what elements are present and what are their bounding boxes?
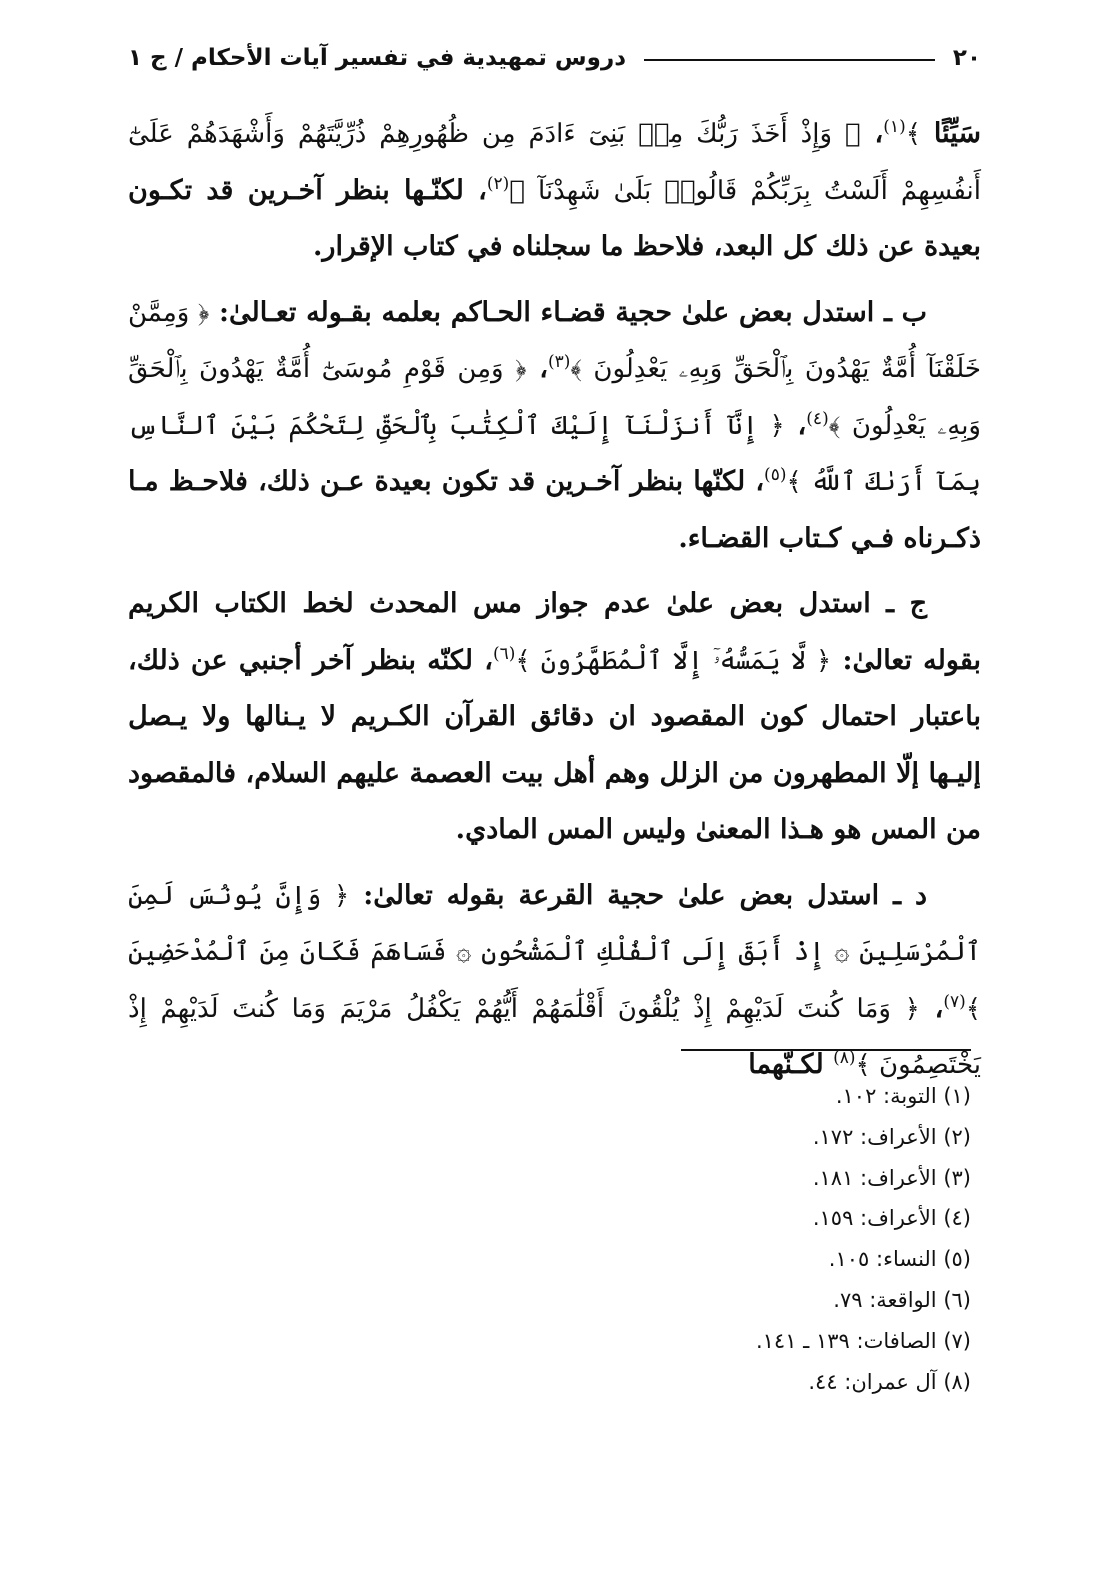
body-text [128, 106, 981, 1103]
footnote-3: (٣) الأعراف: ١٨١. [812, 1165, 971, 1190]
footnote-reference: (٣) [547, 352, 571, 372]
running-title: دروس تمهيدية في تفسير آيات الأحكام / ج ١ [128, 45, 627, 71]
quran-verse: ﴿ وَإِنَّ يُونُسَ لَمِنَ ٱلْمُرْسَلِينَ ۞ إِذْ أَبَقَ إِلَى ٱلْفُلْكِ ٱلْمَشْحُونِ ۞ فَسَاهَمَ فَكَانَ مِنَ ٱلْمُدْحَضِينَ ﴾ [128, 880, 981, 1024]
paragraph-item-j [128, 576, 981, 859]
paragraph-text: ، [784, 409, 807, 441]
quran-verse: ﴿ وَمَا كُنتَ لَدَيْهِمْ إِذْ يُلْقُونَ أَقْلَٰمَهُمْ أَيُّهُمْ يَكْفُلُ مَرْيَمَ وَمَا كُنتَ لَدَيْهِمْ إِذْ يَخْتَصِمُونَ ﴾ [128, 993, 981, 1080]
footnote-1: (١) التوبة: ١٠٢. [835, 1084, 971, 1108]
footnote-8: (٨) آل عمران: ٤٤. [808, 1369, 971, 1394]
paragraph-text: ، لكنّه بنظر آخر أجنبي عن ذلك، باعتبار احتمال كون المقصود ان دقائق القرآن الكـريم لا يـنالها ولا يـصل إليـها إلّا المطهرون من الزلل وهم أهل بيت العصمة عليهم السلام، فالمقصود من المس هو هـذا المعنىٰ وليس المس المادي. [128, 644, 981, 845]
footnote-4: (٤) الأعراف: ١٥٩. [812, 1206, 971, 1231]
footnote-separator [681, 1049, 971, 1051]
quran-verse: ﴿ وَإِذْ أَخَذَ رَبُّكَ مِنۢ بَنِىٓ ءَادَمَ مِن ظُهُورِهِمْ ذُرِّيَّتَهُمْ وَأَشْهَدَهُمْ عَلَىٰٓ أَنفُسِهِمْ أَلَسْتُ بِرَبِّكُمْ قَالُوا۟ بَلَىٰ شَهِدْنَآ ﴾ [128, 119, 982, 206]
footnote-reference: (١) [883, 117, 906, 137]
paragraph-text: د ـ استدل بعض علىٰ حجية القرعة بقوله تعالىٰ: [349, 879, 928, 911]
footnote-reference: (٢) [486, 173, 510, 194]
paragraph-text: سَيِّئًا [933, 118, 982, 149]
header-rule [644, 59, 935, 61]
paragraph-text: ، لكنّها بنظر آخـرين قد تكون بعيدة عـن ذلك، فلاحـظ مـا ذكـرناه فـي كـتاب القضـاء. [128, 466, 981, 554]
paragraph-text: ، [919, 992, 944, 1024]
paragraph-text: ، [526, 353, 548, 384]
paragraph-text: ، لكنّـها بنظر آخـرين قد تكـون بعيدة عن ذلك كل البعد، فلاحظ ما سجلناه في كتاب الإقرار. [128, 174, 981, 262]
quran-verse: ﴾ [905, 119, 934, 149]
footnote-reference: (٧) [943, 991, 966, 1012]
footnote-reference: (٦) [492, 643, 516, 664]
paragraph-continuation [128, 106, 981, 276]
quran-verse: ﴿ لَّا يَمَسُّهُۥٓ إِلَّا ٱلْمُطَهَّرُونَ ﴾ [515, 645, 832, 676]
paragraph-item-b [128, 285, 981, 568]
paragraph-text: ج ـ استدل بعض علىٰ عدم جواز مس المحدث لخط الكتاب الكريم بقوله تعالىٰ: [128, 588, 982, 676]
footnote-6: (٦) الواقعة: ٧٩. [833, 1287, 971, 1312]
running-header [128, 38, 981, 78]
paragraph-text: ، [860, 118, 884, 149]
page-number: ٢٠ [952, 45, 981, 71]
footnote-reference: (٥) [764, 465, 787, 485]
footnote-reference: (٤) [806, 408, 829, 429]
paragraph-item-d [128, 868, 981, 1094]
footnote-7: (٧) الصافات: ١٣٩ ـ ١٤١. [755, 1328, 971, 1353]
footnote-2: (٢) الأعراف: ١٧٢. [812, 1124, 971, 1149]
quran-verse: ﴿ إِنَّآ أَنزَلْنَآ إِلَيْكَ ٱلْكِتَٰبَ بِٱلْحَقِّ لِتَحْكُمَ بَيْنَ ٱلنَّاسِ بِمَآ أَرَىٰكَ ٱللَّهُ ﴾ [128, 410, 981, 497]
quran-verse: ﴿ وَمِمَّنْ خَلَقْنَآ أُمَّةٌ يَهْدُونَ بِٱلْحَقِّ وَبِهِۦ يَعْدِلُونَ ﴾ [128, 297, 981, 384]
paragraph-text: ب ـ استدل بعض علىٰ حجية قضـاء الحـاكم بعلمه بقـوله تعـالىٰ: [209, 296, 927, 328]
footnote-reference: (٨) [833, 1048, 856, 1068]
paragraph-text: لكـنّهما [748, 1049, 834, 1080]
footnotes [471, 1076, 971, 1402]
footnote-5: (٥) النساء: ١٠٥. [828, 1247, 971, 1272]
quran-verse: ﴿ وَمِن قَوْمِ مُوسَىٰٓ أُمَّةٌ يَهْدُونَ بِٱلْحَقِّ وَبِهِۦ يَعْدِلُونَ ﴾ [128, 354, 981, 441]
